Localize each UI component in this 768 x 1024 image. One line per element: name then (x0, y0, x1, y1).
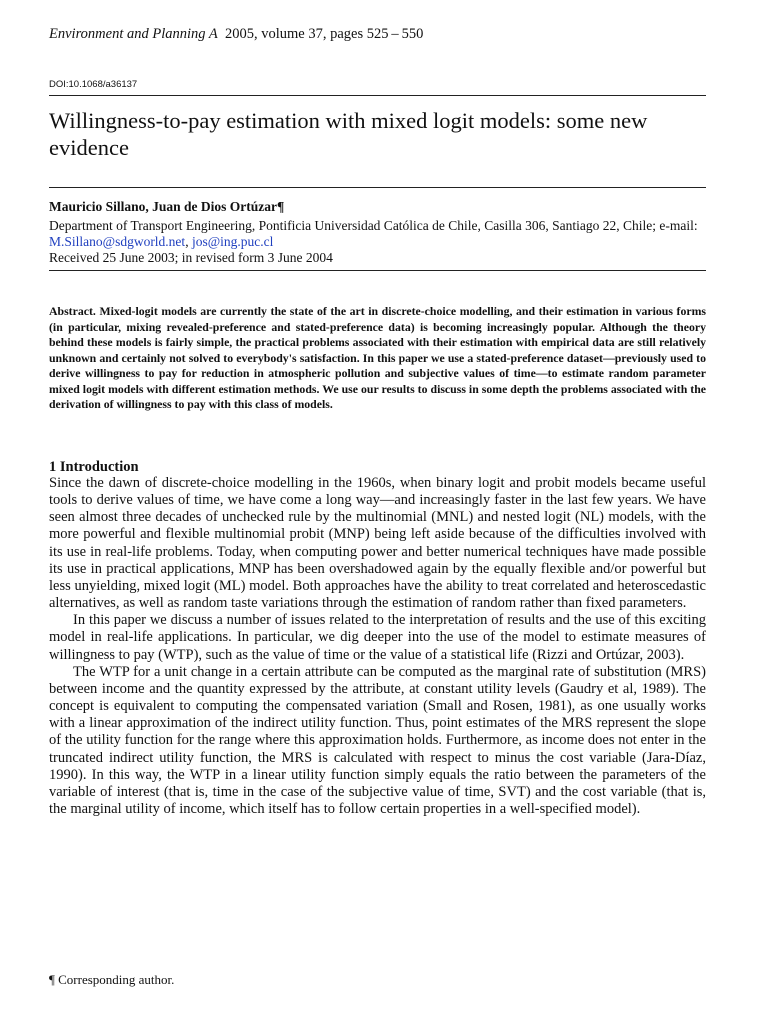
abstract (49, 304, 706, 413)
abstract-label: Abstract. (49, 304, 96, 318)
journal-issue: 2005, volume 37, pages 525 – 550 (225, 26, 424, 42)
received-dates: Received 25 June 2003; in revised form 3 June 2004 (49, 250, 333, 265)
paragraph: Since the dawn of discrete-choice modelling in the 1960s, when binary logit and probit models became useful tools to derive values of time, we have come a long way—and increasingly faster in the last few years. We have seen almost three decades of unchecked rule by the multinomial (MNL) and nested logit (NL) models, with the more powerful and flexible multinomial probit (MNP) being left aside because of the difficulties involved with its use in real-life problems. Today, when computing power and better numerical techniques have made possible its use in practical applications, MNP has been overshadowed again by the equally flexible and/or powerful but less unyielding, mixed logit (ML) model. Both approaches have the ability to treat correlated and heteroscedastic alternatives, as well as random taste variations through the estimation of random rather than fixed parameters. (49, 475, 706, 612)
author-block (49, 199, 706, 266)
paper-title: Willingness-to-pay estimation with mixed logit models: some new evidence (49, 108, 648, 160)
author-rule (49, 270, 706, 271)
doi: DOI:10.1068/a36137 (49, 79, 138, 90)
paragraph: In this paper we discuss a number of issues related to the interpretation of results and the use of this exciting model in real-life applications. In particular, we dig deeper into the use of the model to estimate measures of willingness to pay (WTP), such as the value of time or the value of a statistical life (Rizzi and Ortúzar, 2003). (49, 612, 706, 663)
section-body (49, 475, 706, 818)
abstract-text: Mixed-logit models are currently the state of the art in discrete-choice modelling, and their estimation in various forms (in particular, mixing revealed-preference and stated-preference data) is becoming increasingly popular. Although the theory behind these models is fairly simple, the practical problems associated with their estimation with empirical data are still relatively unknown and certainly not solved to everybody's satisfaction. In this paper we use a stated-preference dataset—previously used to derive willingness to pay for reduction in atmospheric pollution and subjective values of time—to estimate random parameter mixed logit models with different estimation methods. We use our results to discuss in some depth the problems associated with the derivation of willingness to pay with this class of models. (49, 304, 706, 411)
journal-citation (49, 26, 423, 43)
author-affiliation (49, 218, 706, 250)
footnote: ¶ Corresponding author. (49, 972, 175, 987)
paragraph: The WTP for a unit change in a certain attribute can be computed as the marginal rate of substitution (MRS) between income and the quantity expressed by the attribute, at constant utility levels (Gaudry et al, 1989). The concept is equivalent to computing the compensated variation (Small and Rosen, 1981), as one usually works with a linear approximation of the indirect utility function. Thus, point estimates of the MRS represent the slope of the utility function for the range where this approximation holds. Furthermore, as income does not enter in the truncated indirect utility function, the MRS is calculated with respect to minus the cost variable (Jara-Díaz, 1990). In this way, the WTP in a linear utility function simply equals the ratio between the parameters of the variable of interest (that is, time in the case of the subjective value of time, SVT) and the cost variable (that is, the marginal utility of income, which itself has to follow certain properties in a well-specified model). (49, 663, 706, 817)
email-link-1[interactable]: M.Sillano@sdgworld.net (49, 234, 186, 249)
title-rule (49, 187, 706, 188)
header-rule (49, 95, 706, 96)
affiliation-text: Department of Transport Engineering, Pontificia Universidad Católica de Chile, Casilla 306, Santiago 22, Chile; e-mail: (49, 218, 698, 233)
author-names: Mauricio Sillano, Juan de Dios Ortúzar¶ (49, 199, 285, 214)
section-heading: 1 Introduction (49, 459, 139, 475)
email-separator: , (185, 234, 189, 249)
email-link-2[interactable]: jos@ing.puc.cl (191, 234, 274, 249)
journal-name: Environment and Planning A (49, 26, 218, 42)
